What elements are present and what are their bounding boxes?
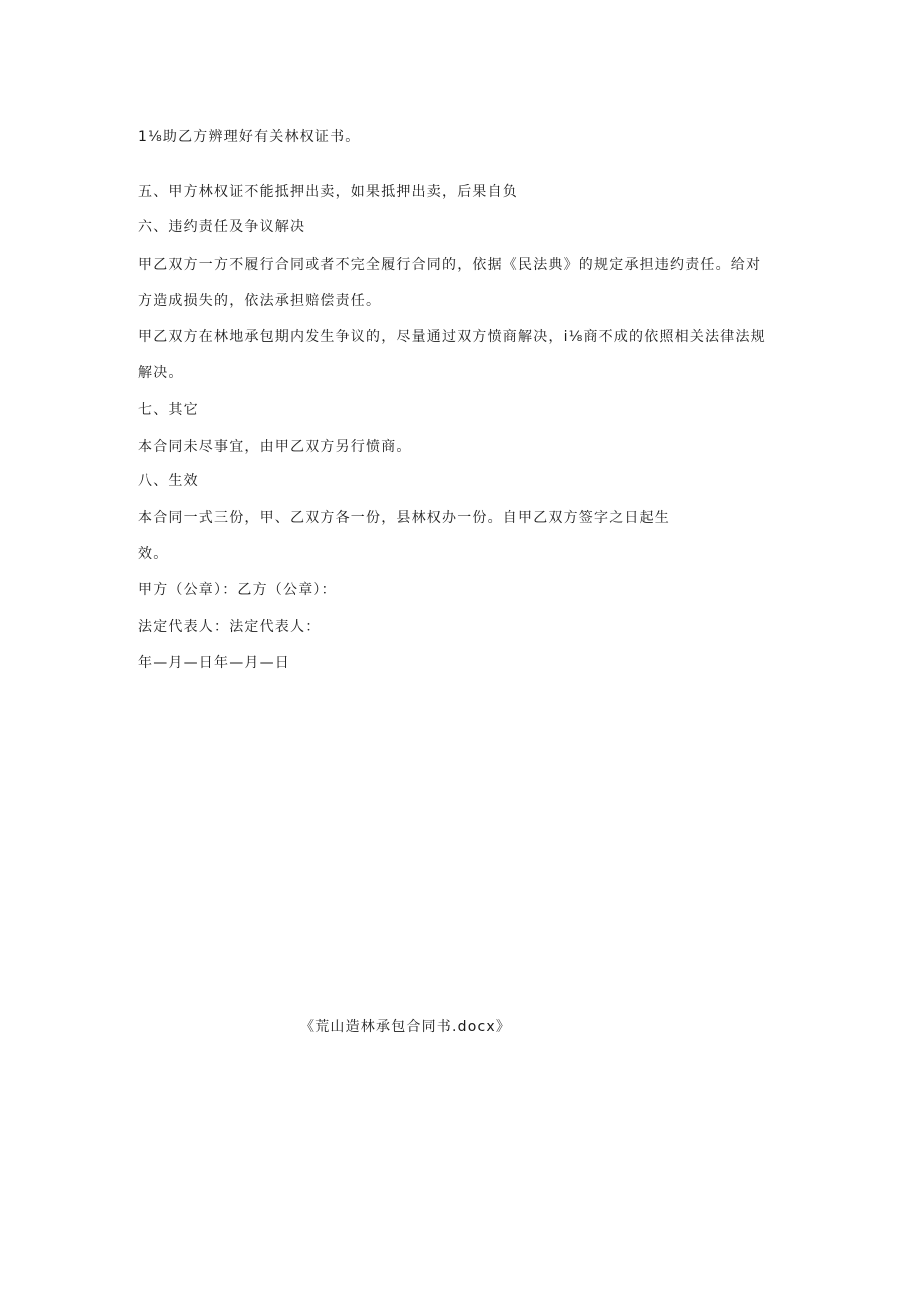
clause-eight-heading: 八、生效 <box>138 473 199 489</box>
breach-paragraph-line-2: 方造成损失的，依法承担赔偿责任。 <box>138 293 382 309</box>
effect-paragraph-line-1: 本合同一式三份，甲、乙双方各一份，县林权办一份。自甲乙双方签字之日起生 <box>138 510 670 526</box>
dispute-paragraph-line-1: 甲乙双方在林地承包期内发生争议的，尽量通过双方愤商解决，i⅛商不成的依照相关法律法规 <box>138 329 766 345</box>
signing-dates-line: 年—月—日年—月—日 <box>138 655 290 671</box>
paragraph-assist-certificate: 1⅛助乙方辨理好有关林权证书。 <box>138 129 361 145</box>
clause-six-heading: 六、违约责任及争议解决 <box>138 219 306 235</box>
effect-paragraph-line-2: 效。 <box>138 546 169 562</box>
other-matters-paragraph: 本合同未尽事宜，由甲乙双方另行愤商。 <box>138 439 412 455</box>
clause-five: 五、甲方林权证不能抵押出卖，如果抵押出卖，后果自负 <box>138 184 518 200</box>
clause-seven-heading: 七、其它 <box>138 402 199 418</box>
legal-representatives-line: 法定代表人：法定代表人： <box>138 619 321 635</box>
footer-filename: 《荒山造林承包合同书.docx》 <box>300 1019 512 1035</box>
breach-paragraph-line-1: 甲乙双方一方不履行合同或者不完全履行合同的，依据《民法典》的规定承担违约责任。给对 <box>138 257 762 273</box>
dispute-paragraph-line-2: 解决。 <box>138 365 184 381</box>
party-seals-line: 甲方（公章）：乙方（公章）： <box>138 582 337 598</box>
